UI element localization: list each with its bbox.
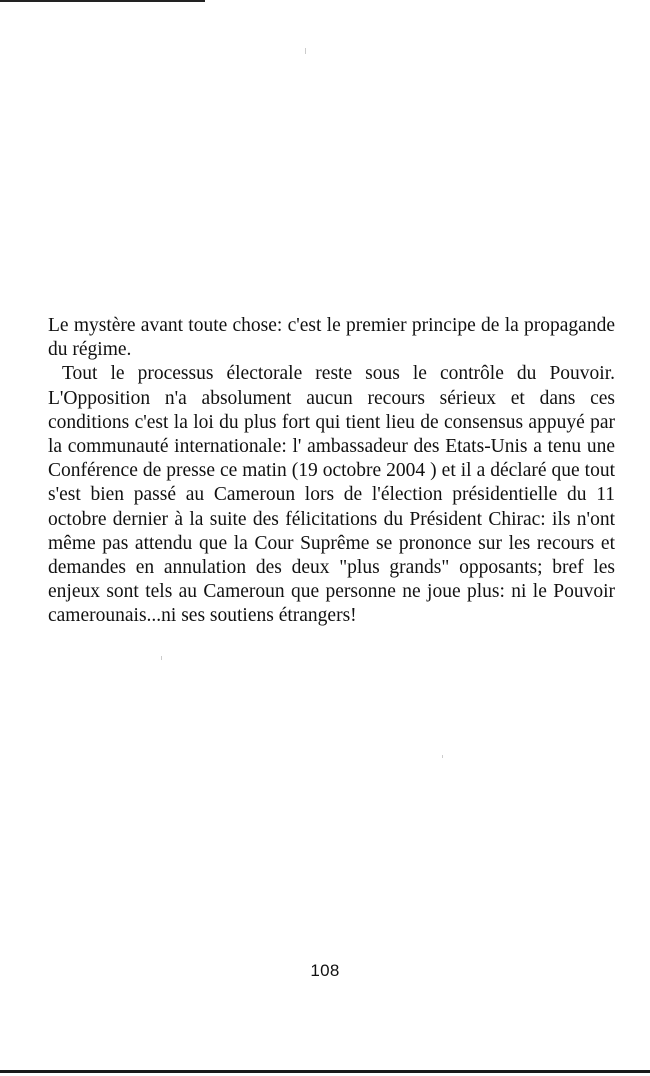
paragraph-main: Tout le processus électorale reste sous le contrôle du Pouvoir. L'Opposition n'a absolument aucun recours sérieux et dans ces conditions c'est la loi du plus fort qui tient lieu de consensus appuyé par la communauté internationale: l' ambassadeur des Etats-Unis a tenu une Conférence de presse ce matin (19 octobre 2004 ) et il a déclaré que tout s'est bien passé au Cameroun lors de l'élection présidentielle du 11 octobre dernier à la suite des félicitations du Président Chirac: ils n'ont même pas attendu que la Cour Suprême se prononce sur les recours et demandes en annulation des deux "plus grands" opposants; bref les enjeux sont tels au Cameroun que personne ne joue plus: ni le Pouvoir camerounais...ni ses soutiens étrangers!	[48, 363, 615, 627]
page-number: 108	[310, 961, 340, 980]
paragraph-intro: Le mystère avant toute chose: c'est le premier principe de la propagande du régime.	[48, 315, 615, 361]
scan-speck	[442, 755, 443, 758]
body-text	[48, 314, 615, 629]
scan-edge-top	[0, 0, 205, 2]
scan-speck	[161, 656, 162, 660]
scan-speck	[305, 48, 306, 54]
scan-edge-bottom	[0, 1070, 650, 1073]
